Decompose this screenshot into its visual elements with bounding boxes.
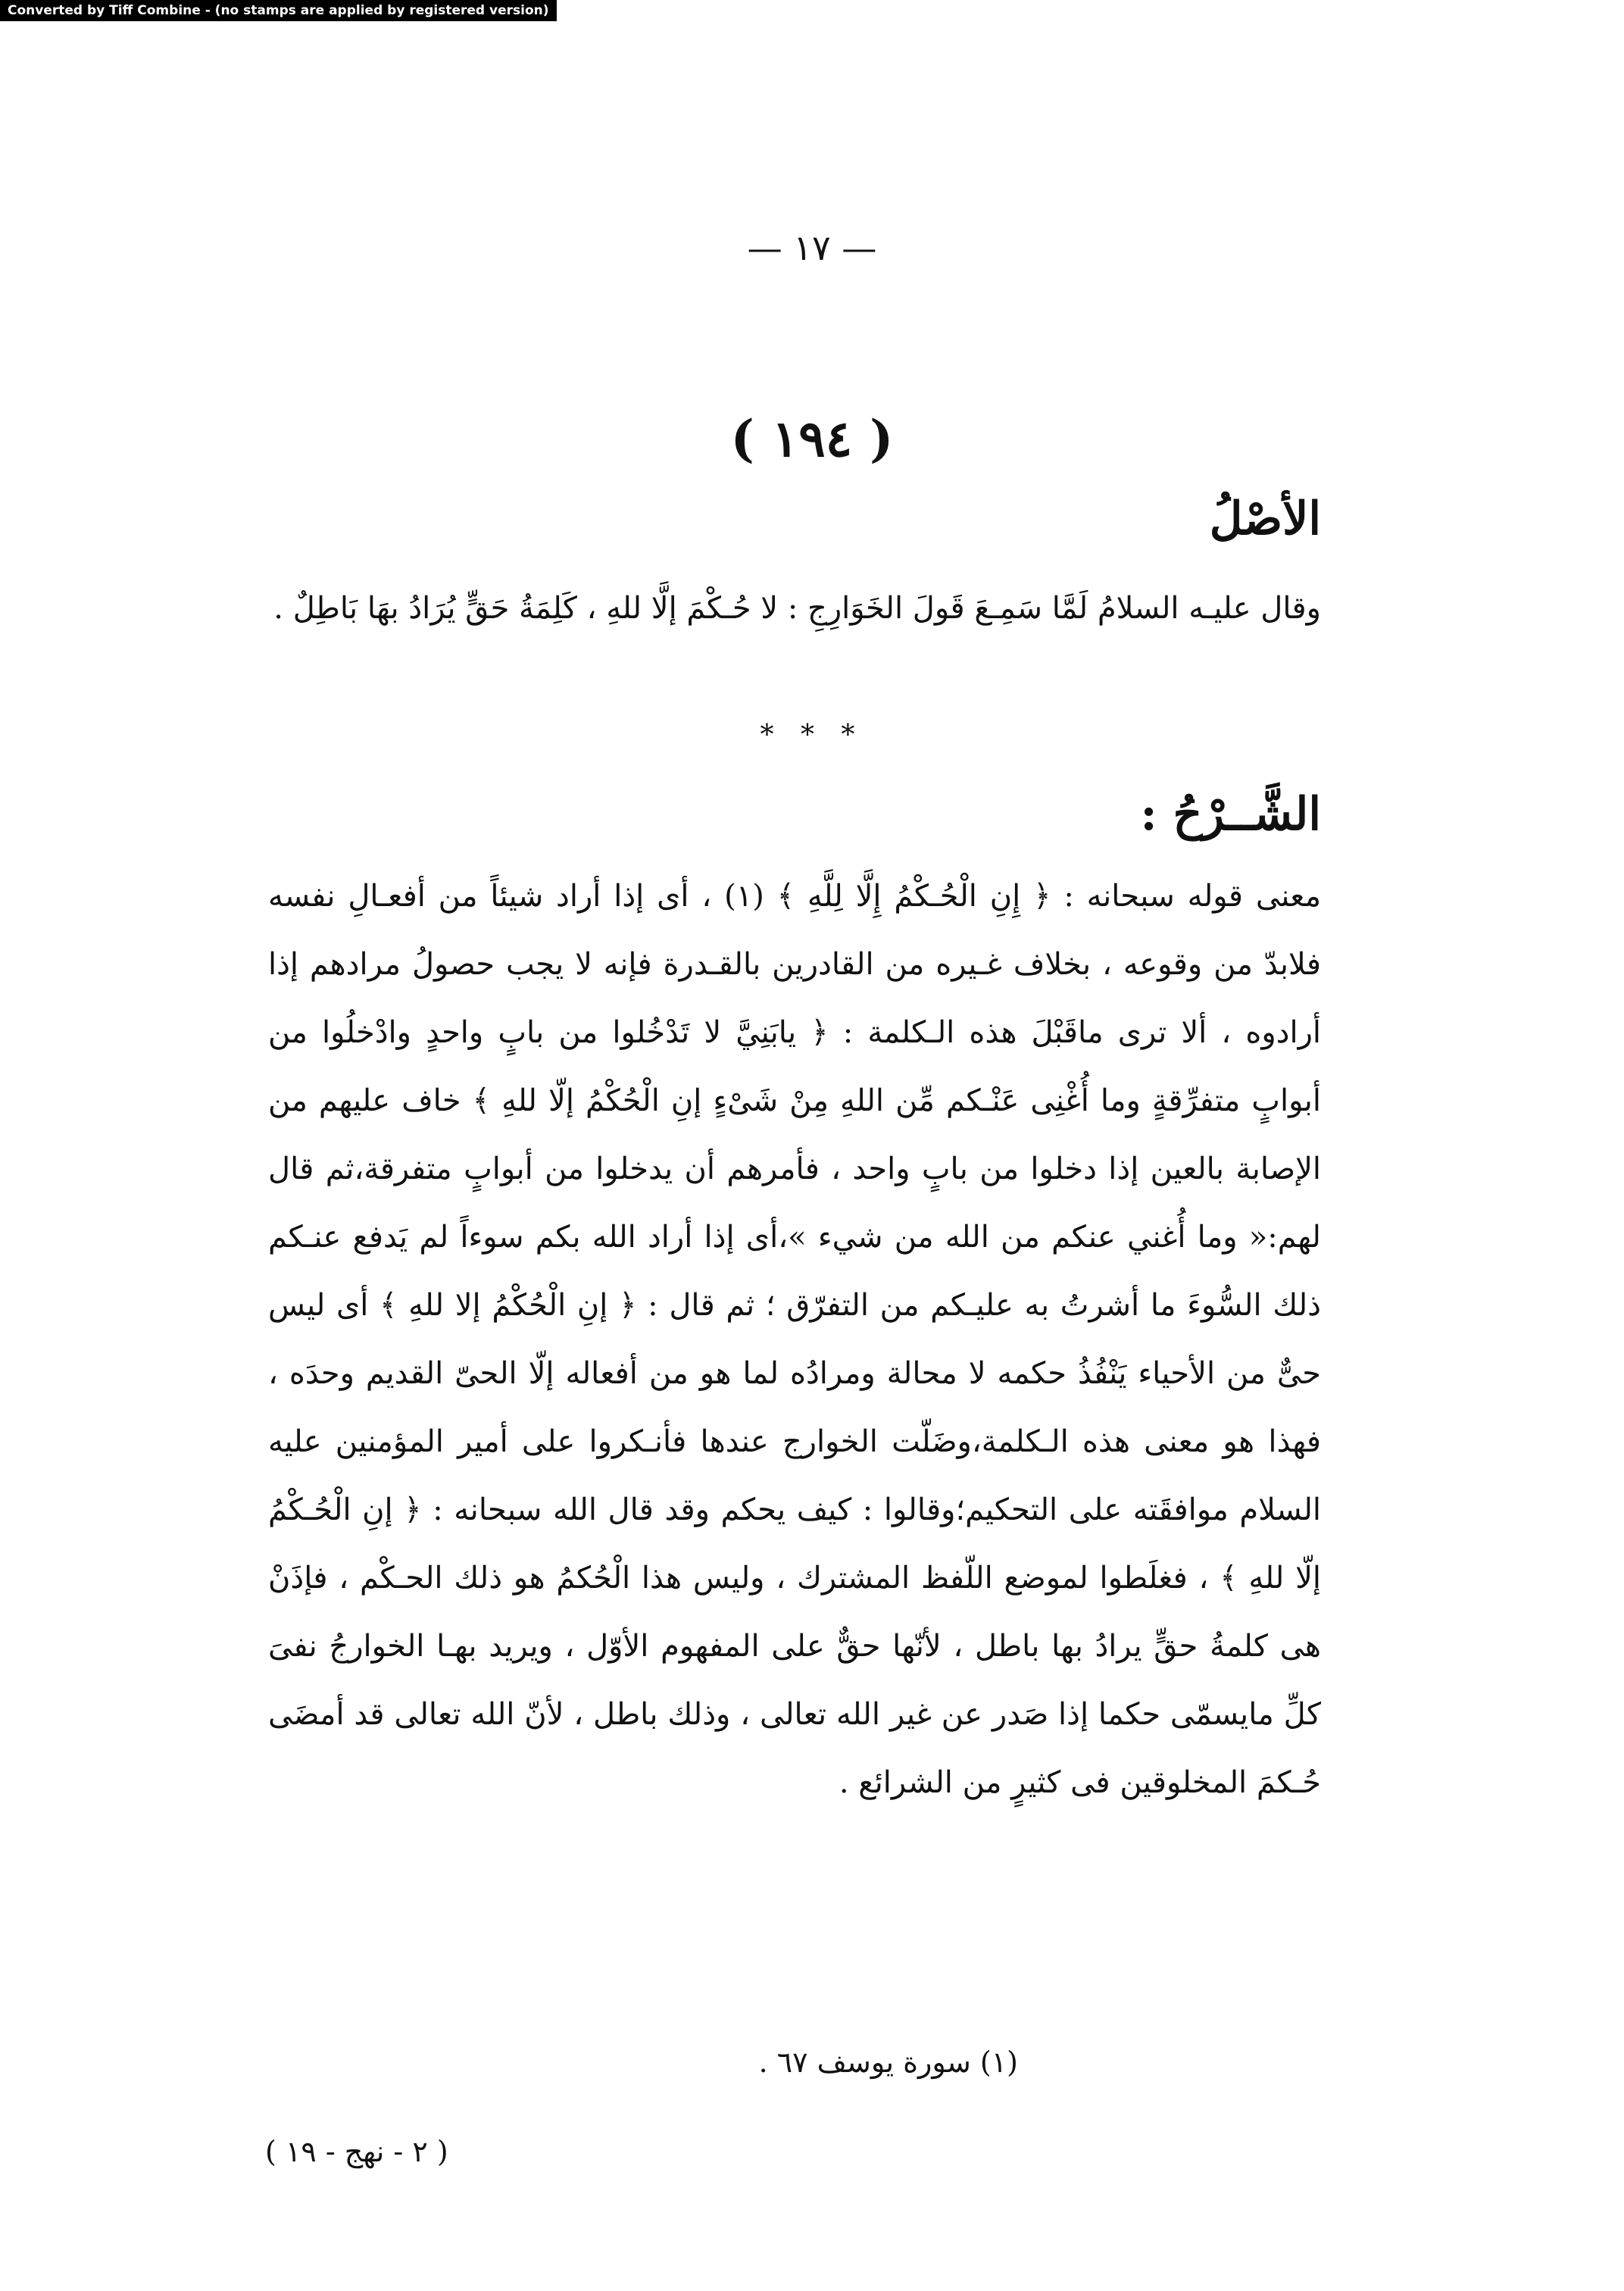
asl-heading: الأصْلُ bbox=[1209, 492, 1321, 545]
section-number: ( ١٩٤ ) bbox=[730, 409, 894, 468]
sharh-heading: الشَّــرْحُ : bbox=[1140, 788, 1321, 841]
converter-banner: Converted by Tiff Combine - (no stamps are applied by registered version) bbox=[0, 0, 557, 21]
footnote: (١) سورة يوسف ٦٧ . bbox=[758, 2046, 1018, 2079]
page-number: — ١٧ — bbox=[747, 227, 877, 268]
section-separator: * * * bbox=[760, 720, 864, 751]
sharh-text: معنى قوله سبحانه : ﴿ إِنِ الْحُـكْمُ إِلَّا لِلَّهِ ﴾ (١) ، أى إذا أراد شيئاً من أفعـالِ نفسه فلابدّ من وقوعه ، بخلاف غـيره من القادرين بالقـدرة فإنه لا يجب حصولُ مرادهم إذا أرادوه ، ألا ترى ماقَبْلَ هذه الـكلمة : ﴿ يابَنِيَّ لا تَدْخُلوا من بابٍ واحدٍ وادْخلُوا من أبوابٍ متفرِّقةٍ وما أُغْنِى عَنْـكم مِّن اللهِ مِنْ شَىْءٍ إنِ الْحُكْمُ إلّا للهِ ﴾ خاف عليهم من الإصابة بالعين إذا دخلوا من بابٍ واحد ، فأمرهم أن يدخلوا من أبوابٍ متفرقة،ثم قال لهم:« وما أُغني عنكم من الله من شيء »،أى إذا أراد الله بكم سوءاً لم يَدفع عنـكم ذلك السُّوءَ ما أشرتُ به عليـكم من التفرّق ؛ ثم قال : ﴿ إنِ الْحُكْمُ إلا للهِ ﴾ أى ليس حىٌّ من الأحياء يَنْفُذُ حكمه لا محالة ومرادُه لما هو من أفعاله إلّا الحىّ القديم وحدَه ، فهذا هو معنى هذه الـكلمة،وضَلّت الخوارج عندها فأنـكروا على أمير المؤمنين عليه السلام موافقَته على التحكيم؛وقالوا : كيف يحكم وقد قال الله سبحانه : ﴿ إنِ الْحُـكْمُ إلّا للهِ ﴾ ، فغلَطوا لموضع اللّفظ المشترك ، وليس هذا الْحُكمُ هو ذلك الحـكْم ، فإذَنْ هى كلمةُ حقٍّ يرادُ بها باطل ، لأنّها حقٌّ على المفهوم الأوّل ، ويريد بهـا الخوارجُ نفىَ كلِّ مايسمّى حكما إذا صَدر عن غير الله تعالى ، وذلك باطل ، لأنّ الله تعالى قد أمضَى حُـكمَ المخلوقين فى كثيرٍ من الشرائع . bbox=[268, 879, 1322, 1800]
page-signature: ( ٢ - نهج - ١٩ ) bbox=[265, 2135, 448, 2168]
asl-text: وقال عليـه السلامُ لَمَّا سَمِـعَ قَولَ الخَوَارِجِ : لا حُـكْمَ إلَّا للهِ ، كَلِمَةُ حَقٍّ يُرَادُ بهَا بَاطِلٌ . bbox=[273, 591, 1321, 626]
